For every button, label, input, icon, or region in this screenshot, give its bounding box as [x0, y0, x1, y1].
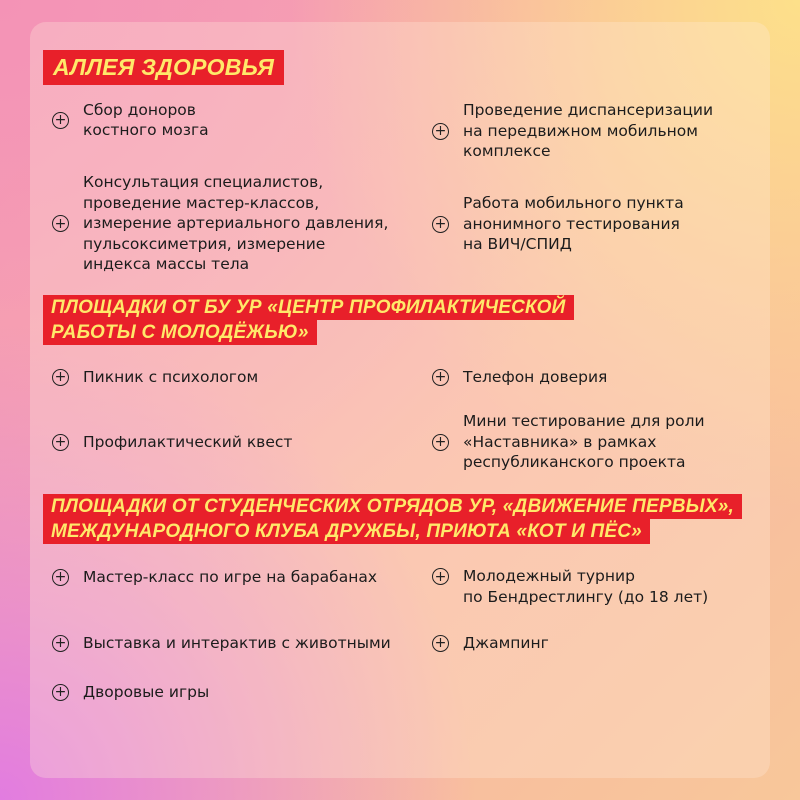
- item-text: Мастер-класс по игре на барабанах: [83, 567, 378, 586]
- list-item: [432, 566, 708, 608]
- heading-line: ПЛОЩАДКИ ОТ СТУДЕНЧЕСКИХ ОТРЯДОВ УР, «ДВИЖЕНИЕ ПЕРВЫХ»,: [43, 494, 742, 519]
- plus-circle-icon: +: [52, 684, 69, 701]
- plus-circle-icon: +: [432, 369, 449, 386]
- heading-line: РАБОТЫ С МОЛОДЁЖЬЮ»: [43, 320, 317, 345]
- plus-circle-icon: +: [52, 569, 69, 586]
- list-item: [432, 632, 549, 654]
- plus-circle-icon: +: [52, 369, 69, 386]
- item-text: Консультация специалистов, проведение мастер-классов, измерение артериального давления, пульсоксиметрия, измерение индекса массы тела: [83, 173, 389, 274]
- list-item: [432, 366, 607, 388]
- plus-circle-icon: +: [52, 215, 69, 232]
- heading-line: МЕЖДУНАРОДНОГО КЛУБА ДРУЖБЫ, ПРИЮТА «КОТ И ПЁС»: [43, 519, 650, 544]
- item-text: Джампинг: [463, 633, 549, 652]
- item-text: Работа мобильного пункта анонимного тестирования на ВИЧ/СПИД: [463, 194, 684, 254]
- item-text: Проведение диспансеризации на передвижном мобильном комплексе: [463, 101, 714, 161]
- list-item: [52, 431, 292, 453]
- plus-circle-icon: +: [432, 434, 449, 451]
- list-item: [432, 411, 705, 473]
- item-text: Выставка и интерактив с животными: [83, 633, 391, 652]
- plus-circle-icon: +: [52, 112, 69, 129]
- list-item: [52, 366, 258, 388]
- list-item: [52, 632, 391, 654]
- item-text: Телефон доверия: [463, 367, 608, 386]
- list-item: [52, 566, 377, 588]
- plus-circle-icon: +: [432, 216, 449, 233]
- item-text: Профилактический квест: [83, 432, 293, 451]
- plus-circle-icon: +: [432, 635, 449, 652]
- section-heading-health-alley: [43, 50, 284, 85]
- item-text: Молодежный турнир по Бендрестлингу (до 18 лет): [463, 567, 709, 606]
- item-text: Сбор доноров костного мозга: [83, 100, 209, 139]
- item-text: Мини тестирование для роли «Наставника» в рамках республиканского проекта: [463, 412, 705, 472]
- heading-line: АЛЛЕЯ ЗДОРОВЬЯ: [43, 50, 284, 85]
- section-heading-student-teams: [43, 494, 742, 544]
- list-item: [432, 100, 713, 162]
- plus-circle-icon: +: [432, 568, 449, 585]
- heading-line: ПЛОЩАДКИ ОТ БУ УР «ЦЕНТР ПРОФИЛАКТИЧЕСКОЙ: [43, 295, 574, 320]
- section-heading-prevention-center: [43, 295, 574, 345]
- plus-circle-icon: +: [52, 635, 69, 652]
- plus-circle-icon: +: [432, 123, 449, 140]
- item-text: Пикник с психологом: [83, 367, 259, 386]
- list-item: [52, 172, 388, 275]
- list-item: [52, 100, 209, 140]
- item-text: Дворовые игры: [83, 682, 210, 701]
- plus-circle-icon: +: [52, 434, 69, 451]
- list-item: [52, 681, 209, 703]
- list-item: [432, 193, 684, 255]
